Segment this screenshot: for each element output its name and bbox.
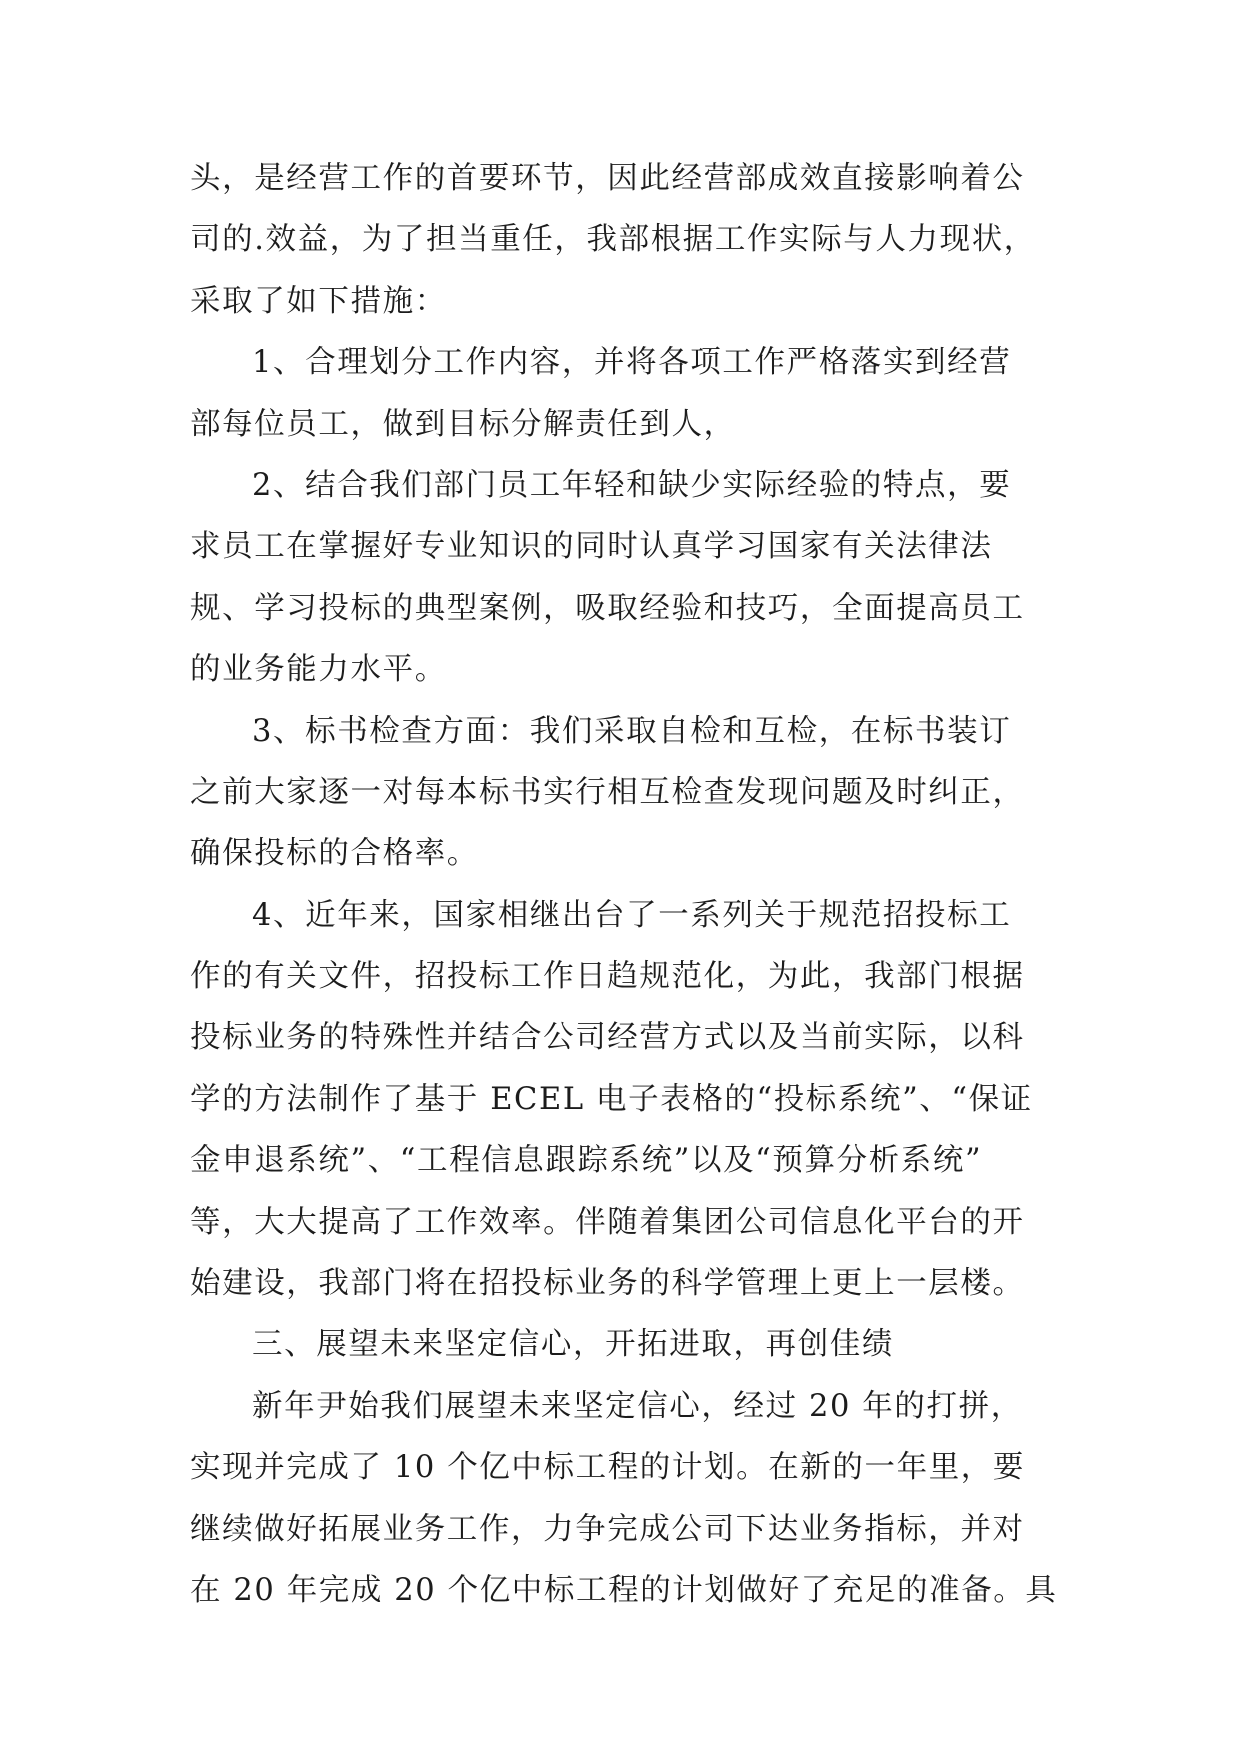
text-line: 部每位员工，做到目标分解责任到人， [190, 406, 736, 442]
text-line: 学的方法制作了基于 ECEL 电子表格的“投标系统”、“保证 [190, 1081, 1033, 1117]
text-line: 在 20 年完成 20 个亿中标工程的计划做好了充足的准备。具 [190, 1572, 1058, 1608]
list-item-1-first-line: 1、合理划分工作内容，并将各项工作严格落实到经营 [252, 345, 1012, 381]
list-item-2-first-line: 2、结合我们部门员工年轻和缺少实际经验的特点，要 [252, 467, 1012, 503]
text-line: 继续做好拓展业务工作，力争完成公司下达业务指标，并对 [190, 1511, 1025, 1547]
text-line: 头，是经营工作的首要环节，因此经营部成效直接影响着公 [190, 161, 1025, 196]
text-line: 确保投标的合格率。 [190, 836, 479, 872]
paragraph-first-line: 新年尹始我们展望未来坚定信心，经过 20 年的打拼， [252, 1388, 1023, 1424]
text-line: 金申退系统”、“工程信息跟踪系统”以及“预算分析系统” [190, 1143, 983, 1179]
text-line: 规、学习投标的典型案例，吸取经验和技巧，全面提高员工 [190, 590, 1025, 626]
section-heading: 三、展望未来坚定信心，开拓进取，再创佳绩 [252, 1327, 894, 1363]
text-line: 采取了如下措施： [190, 283, 447, 319]
list-item-4-first-line: 4、近年来，国家相继出台了一系列关于规范招投标工 [252, 897, 1012, 933]
text-line: 实现并完成了 10 个亿中标工程的计划。在新的一年里，要 [190, 1450, 1025, 1486]
text-line: 作的有关文件，招投标工作日趋规范化，为此，我部门根据 [190, 959, 1025, 995]
document-body [190, 148, 1070, 1621]
text-line: 的业务能力水平。 [190, 652, 447, 688]
list-item-3-first-line: 3、标书检查方面：我们采取自检和互检，在标书装订 [252, 713, 1012, 749]
text-line: 等，大大提高了工作效率。伴随着集团公司信息化平台的开 [190, 1204, 1025, 1240]
text-line: 求员工在掌握好专业知识的同时认真学习国家有关法律法 [190, 529, 993, 565]
text-line: 投标业务的特殊性并结合公司经营方式以及当前实际，以科 [190, 1020, 1025, 1056]
text-line: 始建设，我部门将在招投标业务的科学管理上更上一层楼。 [190, 1266, 1025, 1302]
text-line: 之前大家逐一对每本标书实行相互检查发现问题及时纠正， [190, 774, 1025, 810]
text-line: 司的.效益，为了担当重任，我部根据工作实际与人力现状， [190, 222, 1036, 258]
